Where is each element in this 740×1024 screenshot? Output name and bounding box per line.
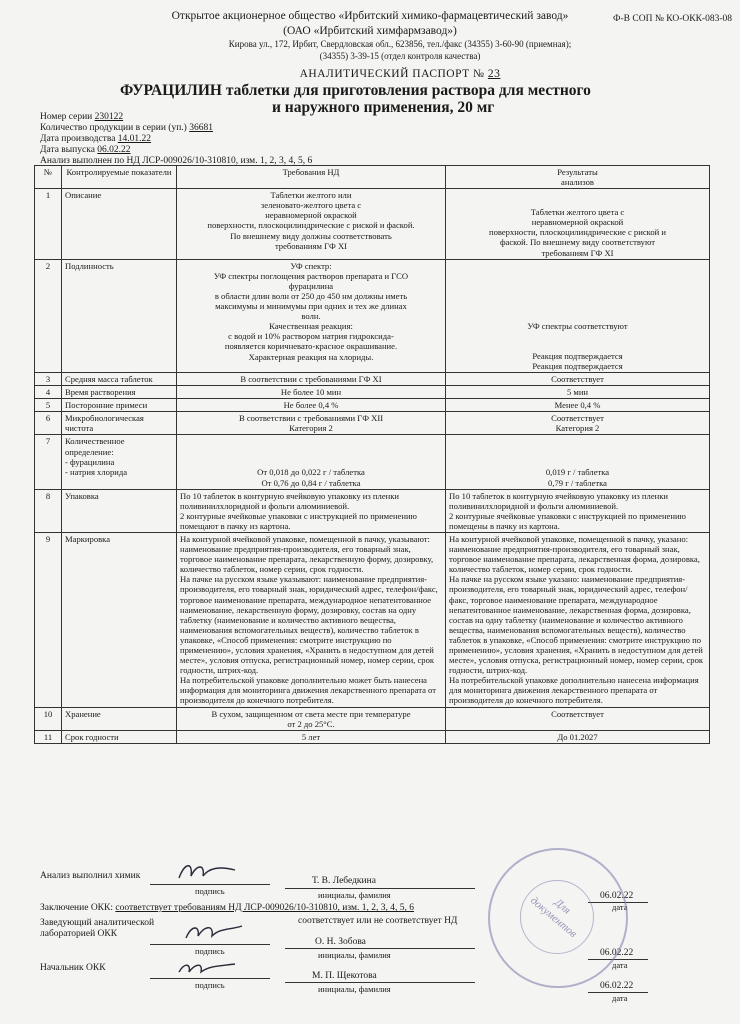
analysis-table — [34, 165, 710, 744]
result-line: На контурной ячейковой упаковке, помещенной в пачку, указано: наименование предприятия-производителя, его товарный знак, торговое наименование препарата, лекарственная форма, дозировка, количество таблеток, номер серии, срок годности. — [449, 533, 700, 575]
row-number: 6 — [35, 412, 62, 435]
result-line: требованиям ГФ XI — [541, 247, 614, 258]
chief-label: Начальник ОКК — [40, 963, 106, 973]
result-line — [449, 331, 706, 341]
header-requirements: Требования НД — [177, 166, 446, 189]
table-row — [35, 435, 710, 489]
row-number: 2 — [35, 259, 62, 372]
row-indicator — [62, 386, 177, 399]
requirement-line: Качественная реакция: — [269, 321, 353, 332]
quantity-label: Количество продукции в серии (уп.) — [40, 123, 187, 133]
requirement-line: На потребительской упаковке дополнительно может быть нанесена информация для мониторинга движения лекарственного препарата от производителя до конечного потребителя. — [180, 675, 436, 706]
requirement-line: требованиям ГФ XI — [274, 240, 348, 251]
row-indicator-text: Описание — [65, 190, 102, 201]
requirement-line: Не более 10 мин — [280, 387, 342, 398]
result-line: Соответствует — [551, 708, 604, 719]
row-indicator-text: Подлинность — [65, 260, 114, 271]
row-result — [446, 435, 710, 489]
row-result — [446, 189, 710, 259]
conclusion-line — [40, 903, 414, 913]
table-row — [35, 259, 710, 372]
requirement-line: фурацилина — [288, 280, 334, 291]
head-lab-signature-line — [150, 944, 270, 945]
quantity-value: 36681 — [189, 123, 213, 133]
header-indicator: Контролируемые показатели — [62, 166, 177, 189]
header-results-1: Результаты — [557, 167, 598, 177]
result-line: До 01.2027 — [557, 731, 598, 742]
production-date-value: 14.01.22 — [117, 134, 152, 144]
row-indicator — [62, 412, 177, 435]
table-row — [35, 532, 710, 707]
table-row — [35, 412, 710, 435]
requirement-line: По внешнему виду должны соответствовать — [230, 230, 392, 241]
requirement-line: На пачке на русском языке указывают: наименование предприятия-производителя, его товарный знак, юридический адрес, телефон/факс, торговое наименование препарата, международное непатентованное наименование, лекарственную форму, дозировку, состав на одну таблетку (наименование и количество активного вещества, наименования вспомогательных веществ), количество таблеток в упаковке, «Способ применения: смотрите инструкцию по применению», условия хранения, «Хранить в недоступном для детей месте», условия отпуска, регистрационный номер, номер серии, срок годности, штрих-код. — [180, 574, 438, 676]
row-indicator-text: Срок годности — [65, 731, 119, 742]
result-line: Реакция подтверждается — [532, 350, 623, 361]
head-lab-signature-caption: подпись — [195, 946, 225, 956]
product-desc-2: и наружного применения, 20 мг — [272, 99, 495, 116]
head-lab-name-line — [285, 948, 475, 949]
result-line: 2 контурные ячейковые упаковки с инструкцией по применению помещены в пачку из картона. — [449, 510, 686, 531]
passport-number: 23 — [487, 68, 501, 80]
company-stamp-text: Для документов — [528, 894, 579, 941]
row-result — [446, 372, 710, 385]
requirement-line: появляется коричневато-красное окрашивание. — [224, 341, 398, 352]
row-indicator-text: Посторонние примеси — [65, 400, 148, 411]
quantity-line — [40, 123, 213, 134]
requirement-line: Характерная реакция на хлориды. — [248, 351, 374, 362]
row-result — [446, 259, 710, 372]
row-requirement — [177, 532, 446, 707]
row-indicator-text: Средняя масса таблеток — [65, 373, 153, 384]
head-lab-date-caption: дата — [612, 960, 628, 970]
row-number: 5 — [35, 399, 62, 412]
company-short-name: (ОАО «Ирбитский химфармзавод») — [283, 25, 457, 37]
result-line — [449, 341, 706, 351]
requirement-line: От 0,76 до 0,84 г / таблетка — [261, 477, 361, 488]
passport-title-text: АНАЛИТИЧЕСКИЙ ПАСПОРТ № — [299, 68, 485, 80]
row-indicator-text: Микробиологическая чистота — [65, 413, 144, 434]
row-number: 11 — [35, 730, 62, 743]
result-line — [449, 261, 706, 271]
series-label: Номер серии — [40, 112, 93, 122]
chief-date-caption: дата — [612, 993, 628, 1003]
product-name: ФУРАЦИЛИН — [120, 82, 222, 99]
row-result — [446, 386, 710, 399]
analyst-name-caption: инициалы, фамилия — [318, 890, 391, 900]
result-line: УФ спектры соответствуют — [527, 320, 628, 331]
row-number: 1 — [35, 189, 62, 259]
row-requirement — [177, 372, 446, 385]
requirement-line: поверхности, плоскоцилиндрические с риской и фаской. — [207, 220, 415, 231]
passport-title — [150, 68, 650, 80]
requirement-line: В сухом, защищенном от света месте при температуре — [211, 708, 411, 719]
result-line: неравномерной окраской — [531, 217, 624, 228]
table-row — [35, 386, 710, 399]
requirement-line: от 2 до 25°С. — [287, 718, 335, 729]
table-header-row — [35, 166, 710, 189]
row-indicator-subline: - натрия хлорида — [65, 466, 128, 477]
table-body — [35, 189, 710, 744]
row-indicator — [62, 435, 177, 489]
row-indicator — [62, 489, 177, 532]
result-line: поверхности, плоскоцилиндрические с риской и — [488, 227, 667, 238]
row-indicator-text: Хранение — [65, 708, 101, 719]
row-indicator — [62, 399, 177, 412]
requirement-line: В соответствии с требованиями ГФ XI — [240, 373, 382, 384]
release-date-label: Дата выпуска — [40, 145, 95, 155]
requirement-line: Категория 2 — [289, 423, 333, 434]
chief-signature-line — [150, 978, 270, 979]
analyst-name-line — [285, 888, 475, 889]
requirement-line: волн. — [301, 311, 321, 322]
head-lab-name: О. Н. Зобова — [315, 937, 366, 947]
row-result — [446, 707, 710, 730]
head-lab-date: 06.02.22 — [600, 948, 634, 958]
company-address: Кирова ул., 172, Ирбит, Свердловская обл., 623856, тел./факс (34355) 3-60-90 (приемная); — [228, 39, 572, 49]
analyst-signature-line — [150, 884, 270, 885]
product-desc-1: таблетки для приготовления раствора для местного — [225, 82, 591, 99]
result-line: 0,019 г / таблетка — [545, 467, 610, 478]
row-requirement — [177, 707, 446, 730]
chief-name-line — [285, 982, 475, 983]
table-row — [35, 189, 710, 259]
result-line — [449, 271, 706, 281]
head-lab-label-2: лабораторией ОКК — [40, 929, 118, 939]
row-requirement — [177, 386, 446, 399]
row-indicator-text: Время растворения — [65, 387, 136, 398]
result-line: На пачке на русском языке указано: наименование предприятия-производителя, его товарный знак, юридический адрес, телефон/факс, торговое наименование препарата, международное непатентованное наименование, лекарственная форма, дозировка, состав на одну таблетку (наименование и количество активного вещества, наименования вспомогательных веществ), количество таблеток в упаковке, «Способ применения: смотрите инструкцию по применению», условия хранения, «Хранить в недоступном для детей месте», условия отпуска, регистрационный номер, номер серии, срок годности, штрих-код. — [449, 574, 704, 676]
result-line: Соответствует — [551, 413, 604, 424]
production-date-line — [40, 134, 151, 145]
table-row — [35, 399, 710, 412]
row-number: 10 — [35, 707, 62, 730]
conclusion-caption: соответствует или не соответствует НД — [298, 916, 458, 926]
analyst-date: 06.02.22 — [600, 891, 634, 901]
result-line — [449, 281, 706, 291]
requirement-line: в области длин волн от 250 до 450 нм должны иметь — [214, 290, 408, 301]
result-line: Менее 0,4 % — [554, 400, 601, 411]
row-indicator — [62, 372, 177, 385]
chief-date: 06.02.22 — [600, 981, 634, 991]
chief-signature-caption: подпись — [195, 980, 225, 990]
result-line: 5 мин — [566, 387, 589, 398]
requirement-line: УФ спектры поглощения растворов препарата и ГСО — [213, 270, 409, 281]
header-results — [446, 166, 710, 189]
row-number: 9 — [35, 532, 62, 707]
release-date-value: 06.02.22 — [97, 145, 131, 155]
row-requirement — [177, 189, 446, 259]
row-result — [446, 532, 710, 707]
result-line: Реакция подтверждается — [532, 360, 623, 371]
requirement-line: На контурной ячейковой упаковке, помещенной в пачку, указывают: наименование предприятия-производителя, его товарный знак, торговое наименование препарата, лекарственную форму, дозировку, количество таблеток, номер серии, срок годности. — [180, 533, 434, 575]
release-date-line — [40, 145, 131, 156]
requirement-line: Не более 0,4 % — [283, 400, 339, 411]
row-requirement — [177, 399, 446, 412]
company-phone: (34355) 3-39-15 (отдел контроля качества) — [319, 51, 481, 61]
result-line — [449, 311, 706, 321]
row-number: 3 — [35, 372, 62, 385]
chief-name-caption: инициалы, фамилия — [318, 984, 391, 994]
chief-name: М. П. Щекотова — [312, 971, 377, 981]
result-line: По 10 таблеток в контурную ячейковую упаковку из пленки поливинилхлоридной и фольги алюминиевой. — [449, 490, 669, 511]
row-indicator — [62, 707, 177, 730]
head-lab-label-1: Заведующий аналитической — [40, 918, 155, 928]
analyst-name: Т. В. Лебедкина — [312, 876, 376, 886]
result-line: 0,79 г / таблетка — [548, 477, 607, 488]
form-code: Ф-В СОП № КО-ОКК-083-08 — [613, 14, 732, 24]
row-requirement — [177, 259, 446, 372]
result-line: Категория 2 — [555, 423, 600, 434]
row-indicator — [62, 259, 177, 372]
requirement-line: В соответствии с требованиями ГФ XII — [238, 413, 384, 424]
row-requirement — [177, 730, 446, 743]
requirement-line: От 0,018 до 0,022 г / таблетка — [257, 467, 365, 478]
analyst-signature-caption: подпись — [195, 886, 225, 896]
analyst-date-caption: дата — [612, 902, 628, 912]
row-number: 8 — [35, 489, 62, 532]
head-lab-signature — [180, 920, 250, 946]
requirement-line: УФ спектр: — [290, 260, 332, 271]
row-indicator-text: Упаковка — [65, 490, 99, 501]
requirement-line: неравномерной окраской — [265, 210, 357, 221]
row-requirement — [177, 435, 446, 489]
row-indicator — [62, 189, 177, 259]
result-line — [449, 301, 706, 311]
requirement-line: По 10 таблеток в контурную ячейковую упаковку из пленки поливинилхлоридной и фольги алюминиевой. — [180, 490, 400, 511]
requirement-line: с водой и 10% раствором натрия гидроксида- — [228, 331, 394, 342]
conclusion-text: соответствует требованиям НД ЛСР-009026/10-310810, изм. 1, 2, 3, 4, 5, 6 — [115, 903, 414, 913]
result-line: Таблетки желтого цвета с — [530, 207, 625, 218]
row-indicator-text: Маркировка — [65, 533, 111, 544]
table-row — [35, 707, 710, 730]
company-name: Открытое акционерное общество «Ирбитский химико-фармацевтический завод» — [171, 10, 569, 22]
row-indicator-subline: - фурацилина — [65, 456, 115, 467]
requirement-line: Таблетки желтого или — [270, 190, 352, 201]
conclusion-label: Заключение ОКК: — [40, 903, 113, 913]
result-line: Соответствует — [551, 373, 604, 384]
row-result — [446, 399, 710, 412]
header-results-2: анализов — [561, 177, 594, 188]
row-result — [446, 489, 710, 532]
requirement-line: 2 контурные ячейковые упаковки с инструкцией по применению помещают в пачку из картона. — [180, 510, 417, 531]
chief-signature — [175, 956, 245, 980]
series-value: 230122 — [94, 112, 124, 122]
series-line — [40, 112, 123, 123]
row-indicator-text: Количественное определение: — [65, 436, 125, 457]
analyst-signature — [175, 858, 245, 884]
row-result — [446, 730, 710, 743]
requirement-line: максимумы и минимумы при одних и тех же длинах — [215, 301, 407, 312]
product-title — [120, 82, 680, 116]
row-indicator — [62, 532, 177, 707]
row-number: 4 — [35, 386, 62, 399]
analyst-label: Анализ выполнил химик — [40, 871, 141, 881]
row-requirement — [177, 412, 446, 435]
requirement-line: зеленовато-желтого цвета с — [260, 200, 362, 211]
company-stamp — [488, 848, 628, 988]
row-indicator — [62, 730, 177, 743]
table-row — [35, 730, 710, 743]
result-line: На потребительской упаковке дополнительно нанесена информация для мониторинга движения лекарственного препарата от производителя до конечного потребителя. — [449, 675, 699, 706]
production-date-label: Дата производства — [40, 134, 116, 144]
result-line — [449, 291, 706, 301]
head-lab-name-caption: инициалы, фамилия — [318, 950, 391, 960]
row-requirement — [177, 489, 446, 532]
requirement-line: 5 лет — [301, 731, 321, 742]
result-line: фаской. По внешнему виду соответствуют — [499, 237, 656, 248]
header-num: № — [35, 166, 62, 189]
row-number: 7 — [35, 435, 62, 489]
row-result — [446, 412, 710, 435]
table-row — [35, 372, 710, 385]
table-row — [35, 489, 710, 532]
analysis-basis: Анализ выполнен по НД ЛСР-009026/10-310810, изм. 1, 2, 3, 4, 5, 6 — [40, 156, 313, 166]
